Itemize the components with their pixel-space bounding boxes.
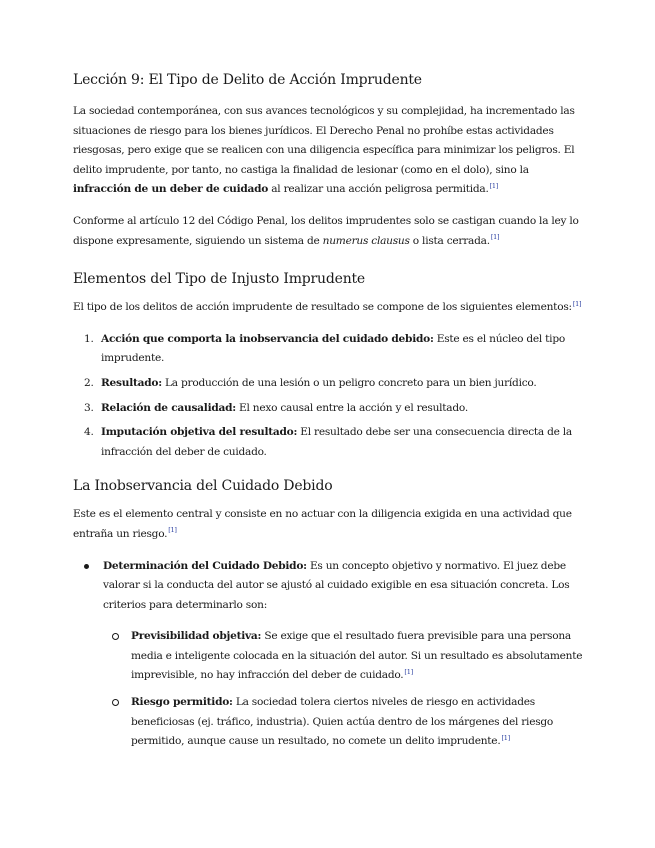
- intro-bold: infracción de un deber de cuidado: [73, 183, 269, 196]
- document-page: [73, 70, 583, 759]
- list-item: [73, 399, 583, 419]
- care-bullet-list: [73, 557, 583, 752]
- list-item: [73, 557, 583, 752]
- list-item: [73, 374, 583, 394]
- elements-list: [73, 330, 583, 463]
- article-paragraph: [73, 212, 583, 251]
- bullet-icon: [84, 564, 89, 569]
- criterion-bold: Previsibilidad objetiva:: [131, 630, 262, 643]
- item-text: El nexo causal entre la acción y el resultado.: [235, 401, 468, 414]
- item-text: Este es el núcleo del tipo imprudente.: [101, 332, 565, 365]
- section-heading-care: La Inobservancia del Cuidado Debido: [73, 478, 333, 495]
- item-bold: Imputación objetiva del resultado:: [101, 426, 298, 439]
- item-text: La producción de una lesión o un peligro concreto para un bien jurídico.: [161, 376, 537, 389]
- list-number: 3.: [84, 401, 94, 414]
- list-number: 2.: [84, 376, 94, 389]
- footnote-ref[interactable]: [1]: [404, 667, 413, 676]
- list-number: 1.: [84, 332, 94, 345]
- intro-text-1: La sociedad contemporánea, con sus avances tecnológicos y su complejidad, ha incrementado las situaciones de riesgo para los bienes jurídicos. El Derecho Penal no prohíbe estas actividades riesgosas, pero exige que se realicen con una diligencia específica para minimizar los peligros. El delito imprudente, por tanto, no castiga la finalidad de lesionar (como en el dolo), sino la: [73, 105, 575, 176]
- criterion-text: Se exige que el resultado fuera previsible para una persona media e inteligente colocada en la situación del autor. Si un resultado es absolutamente imprevisible, no hay infracción del deber de cuidado.: [131, 630, 583, 682]
- elements-intro-text: El tipo de los delitos de acción imprudente de resultado se compone de los siguientes elementos:: [73, 301, 572, 314]
- article-text-2: o lista cerrada.: [409, 234, 490, 247]
- bullet-bold: Determinación del Cuidado Debido:: [103, 559, 307, 572]
- item-text: El resultado debe ser una consecuencia directa de la infracción del deber de cuidado.: [101, 426, 572, 458]
- footnote-ref[interactable]: [1]: [572, 299, 582, 308]
- article-text-1: Conforme al artículo 12 del Código Penal, los delitos imprudentes solo se castigan cuando la ley lo dispone expresamente, siguiendo un sistema de: [73, 214, 579, 247]
- care-intro-text: Este es el elemento central y consiste en no actuar con la diligencia exigida en una actividad que entraña un riesgo.: [73, 508, 572, 540]
- item-bold: Acción que comporta la inobservancia del cuidado debido:: [101, 332, 434, 345]
- list-item: [103, 627, 583, 686]
- item-bold: Resultado:: [101, 376, 162, 389]
- article-italic: numerus clausus: [322, 234, 410, 247]
- intro-text-2: al realizar una acción peligrosa permitida.: [268, 183, 489, 196]
- circle-bullet-icon: [112, 699, 119, 706]
- footnote-ref[interactable]: [1]: [489, 181, 499, 190]
- elements-intro: [73, 298, 583, 318]
- criterion-bold: Riesgo permitido:: [131, 696, 233, 709]
- item-bold: Relación de causalidad:: [101, 401, 236, 414]
- section-heading-elements: Elementos del Tipo de Injusto Imprudente: [73, 271, 366, 288]
- circle-bullet-icon: [112, 633, 119, 640]
- footnote-ref[interactable]: [1]: [490, 233, 500, 242]
- list-number: 4.: [84, 426, 94, 439]
- bullet-text: Es un concepto objetivo y normativo. El juez debe valorar si la conducta del autor se ajustó al cuidado exigible en esa situación concreta. Los criterios para determinarlo son:: [103, 559, 570, 611]
- intro-paragraph: [73, 102, 583, 200]
- footnote-ref[interactable]: [1]: [168, 526, 177, 535]
- care-intro: [73, 505, 583, 544]
- list-item: [103, 693, 583, 752]
- criteria-list: [103, 627, 583, 752]
- list-item: [73, 423, 583, 462]
- criterion-text: La sociedad tolera ciertos niveles de riesgo en actividades beneficiosas (ej. tráfico, industria). Quien actúa dentro de los márgenes del riesgo permitido, aunque cause un resultado, no comete un delito imprudente.: [131, 696, 554, 748]
- footnote-ref[interactable]: [1]: [501, 733, 510, 742]
- list-item: [73, 330, 583, 369]
- lesson-title: Lección 9: El Tipo de Delito de Acción Imprudente: [73, 72, 422, 88]
